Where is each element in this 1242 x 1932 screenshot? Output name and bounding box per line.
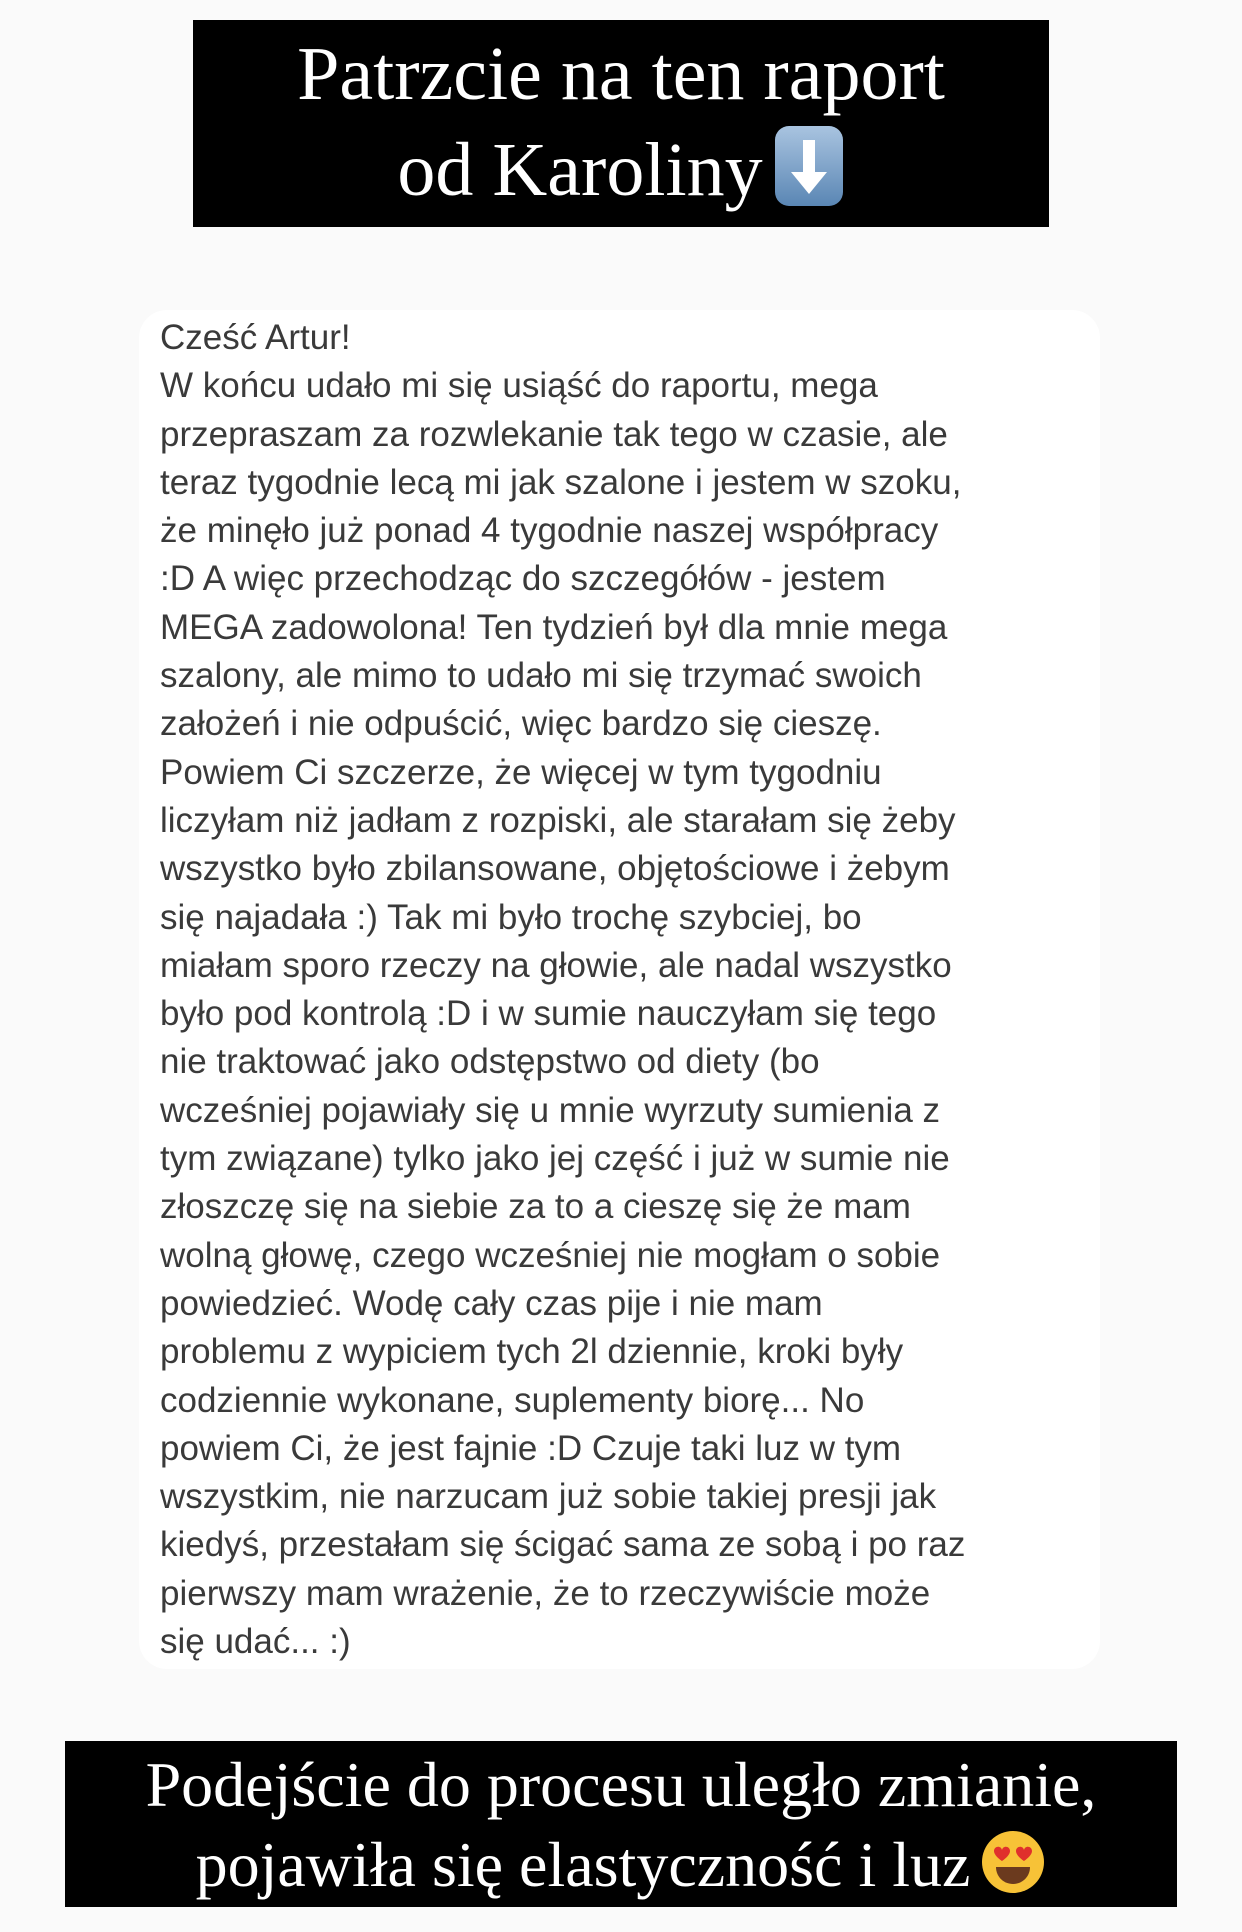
message-line: teraz tygodnie lecą mi jak szalone i jestem w szoku,	[160, 462, 962, 502]
message-line: MEGA zadowolona! Ten tydzień był dla mnie mega	[160, 607, 948, 647]
message-line: się udać... :)	[160, 1622, 351, 1662]
footer-banner	[65, 1741, 1177, 1907]
message-line: kiedyś, przestałam się ścigać sama ze sobą i po raz	[160, 1525, 966, 1565]
message-line: założeń i nie odpuścić, więc bardzo się cieszę.	[160, 704, 882, 744]
message-line: było pod kontrolą :D i w sumie nauczyłam się tego	[160, 994, 937, 1034]
message-line: przepraszam za rozwlekanie tak tego w czasie, ale	[160, 414, 948, 454]
message-line: wszystko było zbilansowane, objętościowe i żebym	[160, 849, 950, 889]
header-line-2-text: od Karoliny	[397, 128, 763, 212]
message-line: tym związane) tylko jako jej część i już w sumie nie	[160, 1139, 950, 1179]
message-line: nie traktować jako odstępstwo od diety (bo	[160, 1042, 820, 1082]
message-line: miałam sporo rzeczy na głowie, ale nadal wszystko	[160, 945, 952, 985]
header-line-2	[193, 122, 1049, 231]
message-line: Cześć Artur!	[160, 318, 351, 357]
footer-line-2	[65, 1825, 1177, 1914]
message-line: szalony, ale mimo to udało mi się trzymać swoich	[160, 656, 922, 696]
message-card	[139, 310, 1100, 1669]
message-line: wcześniej pojawiały się u mnie wyrzuty sumienia z	[160, 1090, 941, 1130]
message-line: wolną głowę, czego wcześniej nie mogłam o sobie	[160, 1235, 941, 1275]
message-line: Powiem Ci szczerze, że więcej w tym tygodniu	[160, 752, 882, 792]
message-line: że minęło już ponad 4 tygodnie naszej współpracy	[160, 511, 939, 551]
message-line: problemu z wypiciem tych 2l dziennie, kroki były	[160, 1332, 904, 1372]
down-arrow-button-icon	[773, 124, 845, 231]
message-line: wszystkim, nie narzucam już sobie takiej presji jak	[160, 1477, 937, 1517]
message-line: powiem Ci, że jest fajnie :D Czuje taki luz w tym	[160, 1428, 902, 1468]
message-line: powiedzieć. Wodę cały czas pije i nie mam	[160, 1283, 823, 1323]
message-line: liczyłam niż jadłam z rozpiski, ale starałam się żeby	[160, 800, 956, 840]
heart-eyes-emoji-icon	[980, 1829, 1046, 1914]
footer-line-2-text: pojawiła się elastyczność i luz	[195, 1829, 971, 1900]
header-banner	[193, 20, 1049, 227]
header-line-1: Patrzcie na ten raport	[297, 32, 945, 116]
message-line: :D A więc przechodząc do szczegółów - jestem	[160, 559, 886, 599]
message-line: złoszczę się na siebie za to a cieszę się że mam	[160, 1187, 911, 1227]
message-text	[160, 314, 965, 1666]
message-line: W końcu udało mi się usiąść do raportu, mega	[160, 366, 878, 406]
footer-line-1: Podejście do procesu uległo zmianie,	[145, 1749, 1097, 1820]
message-line: się najadała :) Tak mi było trochę szybciej, bo	[160, 897, 862, 937]
message-line: codziennie wykonane, suplementy biorę... No	[160, 1380, 865, 1420]
message-line: pierwszy mam wrażenie, że to rzeczywiście może	[160, 1573, 931, 1613]
